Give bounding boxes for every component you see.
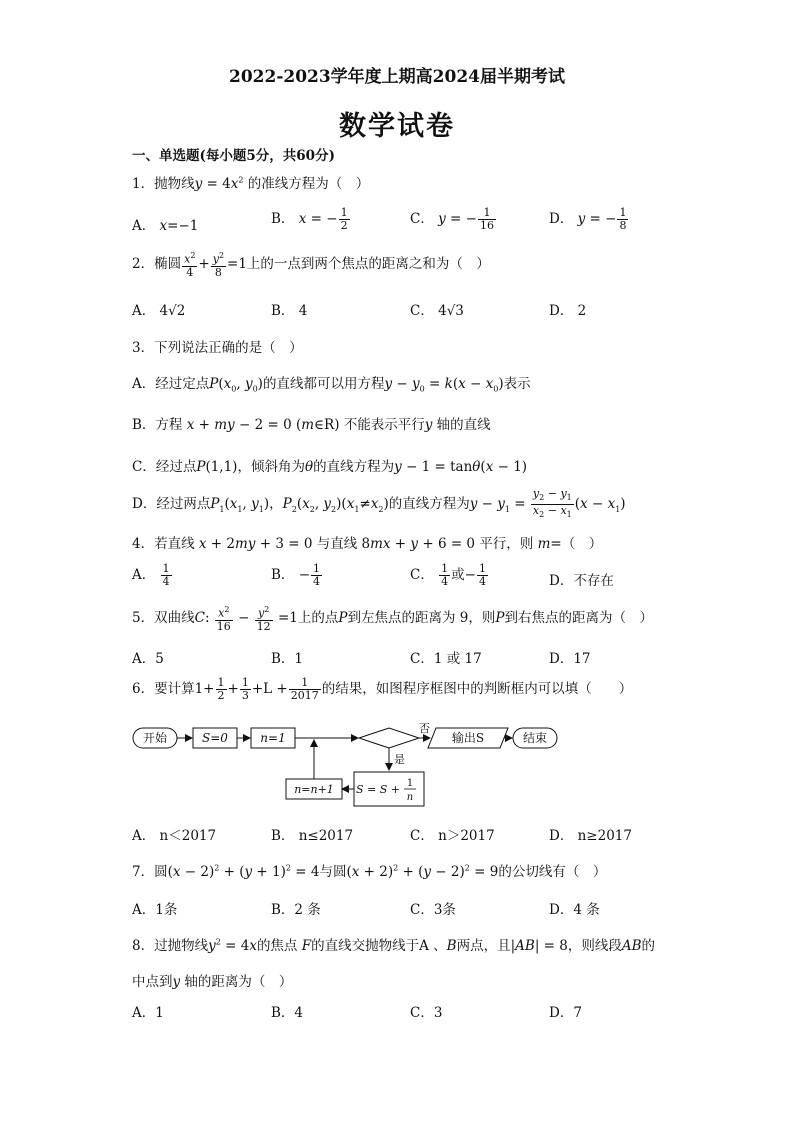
question-2: 2．椭圆 $\frac{x^2}{4}$ + $\frac{y^2}{8}$ =1上的一点到两个焦点的距离之和为（ ） [132, 251, 490, 279]
q4-option-d: D．不存在 [549, 573, 614, 589]
q2-option-a: A． 4√2 [132, 303, 186, 319]
q1-option-a: A． x=−1 [132, 218, 199, 234]
q3-option-d: D．经过两点$P_1(x_1$, $y_1$)，$P_2(x_2$, $y_2)(x_1\ne x_2)$的直线方程为$y - y_1$ = $\frac{y_2 - y_1}{x_2 - x_1}$ $(x - x_1)$ [132, 487, 626, 520]
q7-option-c: C．3条 [410, 902, 456, 918]
flow-yes-label: 是 [394, 753, 405, 766]
flow-inc-label: n=n+1 [294, 783, 334, 796]
flow-no-label: 否 [419, 722, 430, 735]
flow-end-label: 结束 [522, 731, 548, 745]
q5-option-a: A．5 [132, 651, 164, 667]
question-5: 5．双曲线C: $\frac{x^2}{16}$ − $\frac{y^2}{12}$ =1上的点P到左焦点的距离为 9，则P到右焦点的距离为（ ） [132, 605, 653, 633]
q5-option-c: C．1 或 17 [410, 651, 482, 667]
q8-option-d: D．7 [549, 1005, 582, 1021]
svg-text:1: 1 [406, 778, 414, 789]
q6-option-c: C． n＞2017 [410, 828, 495, 844]
section-heading: 一、单选题(每小题5分，共60分) [132, 148, 335, 164]
q5-option-b: B．1 [271, 651, 304, 667]
q2-option-d: D． 2 [549, 303, 587, 319]
flow-update-label [356, 778, 416, 803]
q7-option-a: A．1条 [132, 902, 178, 918]
question-4: 4．若直线 x + 2my + 3 = 0 与直线 8mx + y + 6 = 0 平行，则 m=（ ） [132, 536, 603, 552]
q1-option-c: C． y = − $\frac{1}{16}$ [410, 206, 494, 232]
question-8: 8．过抛物线$y^2 = 4x$的焦点 F的直线交抛物线于A 、B两点，且|AB| = 8，则线段AB的 [132, 937, 656, 954]
question-7: 7．圆$(x - 2)^2 + (y + 1)^2 = 4$与圆$(x + 2)^2 + (y - 2)^2 = 9$的公切线有（ ） [132, 863, 607, 880]
q8-option-b: B．4 [271, 1005, 304, 1021]
q6-option-b: B． n≤2017 [271, 828, 354, 844]
question-8-cont: 中点到y 轴的距离为（ ） [132, 974, 293, 990]
q6-option-d: D． n≥2017 [549, 828, 632, 844]
q8-option-c: C．3 [410, 1005, 443, 1021]
q4-option-c: C． $\frac{1}{4}$ 或− $\frac{1}{4}$ [410, 562, 486, 588]
svg-text:S = S +: S = S + [356, 783, 400, 796]
q5-option-d: D．17 [549, 651, 591, 667]
q3-option-a: A．经过定点$P(x_0$, $y_0$)的直线都可以用方程$y - y_0 = k(x - x_0)$表示 [132, 376, 531, 394]
flowchart [128, 716, 568, 808]
q7-option-b: B．2 条 [271, 902, 321, 918]
q3-option-b: B．方程 x + my − 2 = 0 (m∈R) 不能表示平行y 轴的直线 [132, 417, 491, 433]
flow-decision [359, 728, 419, 748]
exam-subtitle: 数学试卷 [339, 111, 455, 142]
q7-option-d: D．4 条 [549, 902, 600, 918]
q4-option-a: A． $\frac{1}{4}$ [132, 562, 170, 588]
q8-option-a: A．1 [132, 1005, 164, 1021]
flow-n1-label: n=1 [260, 731, 286, 745]
flow-s0-label: S=0 [202, 731, 228, 745]
question-3: 3．下列说法正确的是（ ） [132, 340, 303, 356]
question-6: 6．要计算1+ $\frac{1}{2}$ + $\frac{1}{3}$ +L + $\frac{1}{2017}$ 的结果，如图程序框图中的判断框内可以填（ ） [132, 676, 633, 702]
q6-option-a: A． n＜2017 [132, 828, 217, 844]
question-1: 1．抛物线$y = 4x^2$ 的准线方程为（ ） [132, 175, 370, 192]
q3-option-c: C．经过点P(1,1)，倾斜角为θ的直线方程为y − 1 = tanθ(x − 1) [132, 459, 528, 475]
exam-title: 2022-2023学年度上期高2024届半期考试 [229, 67, 565, 87]
q1-option-d: D． y = − $\frac{1}{8}$ [549, 206, 627, 232]
flow-output-label: 输出S [451, 731, 485, 745]
flow-start-label: 开始 [142, 731, 168, 745]
svg-text:n: n [406, 792, 414, 803]
q1-option-b: B． x = − $\frac{1}{2}$ [271, 206, 348, 232]
q2-option-c: C． 4√3 [410, 303, 464, 319]
q4-option-b: B． − $\frac{1}{4}$ [271, 562, 321, 588]
q2-option-b: B． 4 [271, 303, 308, 319]
